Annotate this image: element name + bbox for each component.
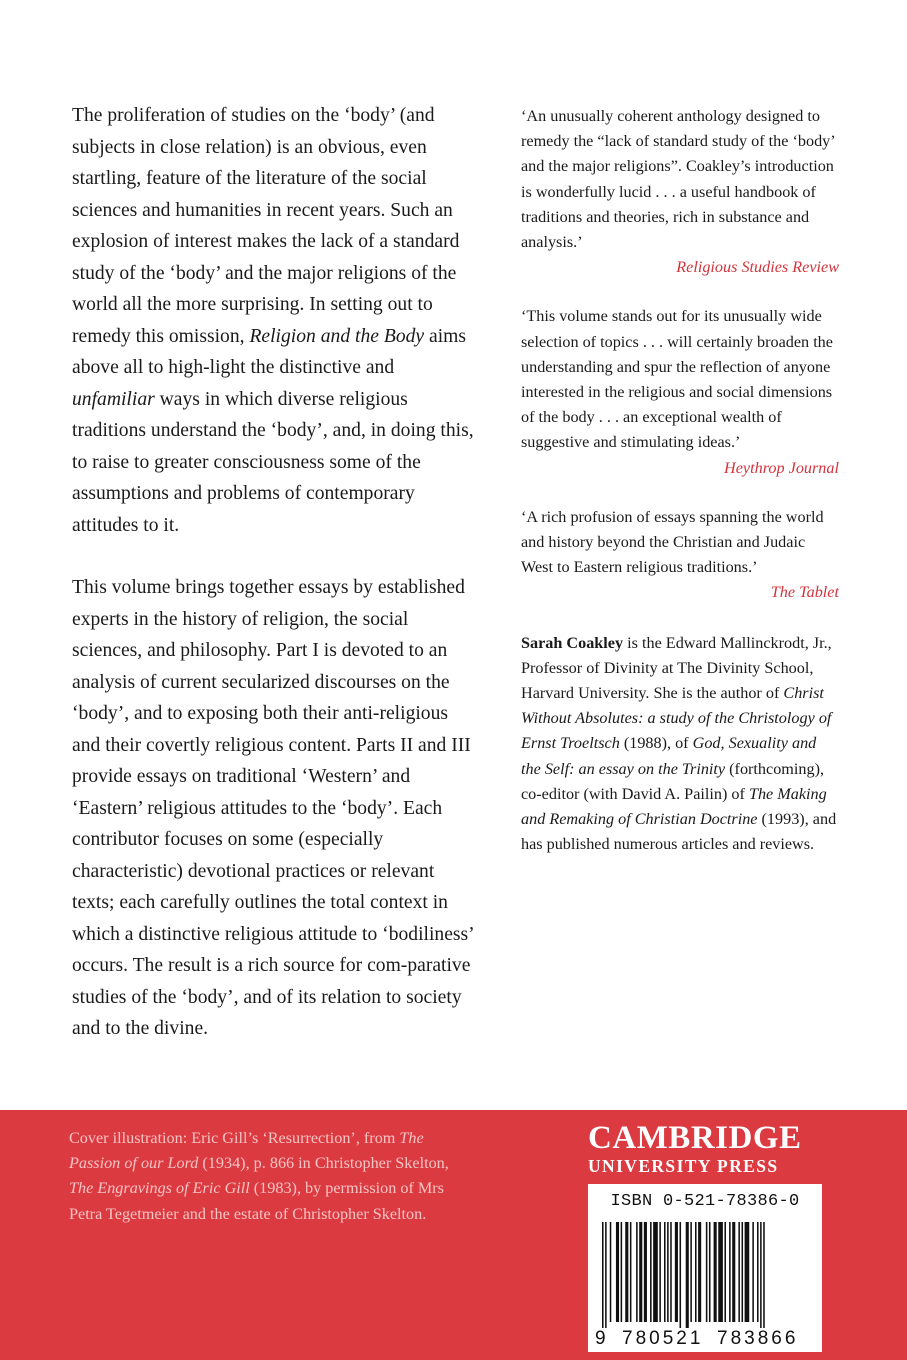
credit-text-run: (1983), by permission of Mrs Petra Tegetmeier and the estate of Christopher Skelton. (69, 1179, 444, 1223)
barcode-bar (625, 1222, 628, 1322)
barcode-bar (752, 1222, 754, 1322)
barcode-bar (636, 1222, 638, 1322)
barcode-bar (757, 1222, 759, 1322)
barcode-box (588, 1184, 822, 1352)
barcode-bar (732, 1222, 735, 1322)
review-quote (521, 104, 839, 280)
barcode-bar (675, 1222, 678, 1322)
barcode-bar (738, 1222, 740, 1322)
author-bio-text (521, 631, 839, 858)
publisher-name: CAMBRIDGE (588, 1120, 802, 1156)
barcode-bar (714, 1222, 717, 1322)
barcode-bar (763, 1222, 765, 1330)
barcode-bar (760, 1222, 762, 1330)
book-title-italic: Religion and the Body (249, 325, 425, 347)
author-name: Sarah Coakley (521, 633, 624, 652)
barcode-bar (621, 1222, 623, 1322)
barcode-bar (605, 1222, 607, 1330)
barcode-bar (639, 1222, 642, 1322)
bio-text-run: (1993), and has published numerous articles and reviews. (521, 810, 837, 854)
barcode-bar (644, 1222, 647, 1322)
review-text: ‘A rich profusion of essays spanning the world and history beyond the Christian and Judaic West to Eastern religious traditions.’ (521, 507, 824, 577)
barcode-bar (602, 1222, 604, 1330)
barcode-bar (742, 1222, 744, 1322)
barcode-bar (690, 1222, 692, 1322)
barcode-bar (610, 1222, 612, 1322)
isbn-number: ISBN 0-521-78386-0 (610, 1192, 800, 1211)
bottom-red-band (0, 1110, 907, 1360)
unfamiliar-italic: unfamiliar (72, 388, 155, 410)
review-quote (521, 505, 839, 606)
barcode-bar (724, 1222, 726, 1322)
bio-book-title: Christ Without Absolutes: a study of the Christology of Ernst Troeltsch (521, 684, 832, 753)
description-column (72, 100, 476, 1045)
bio-text-run: is the Edward Mallinckrodt, Jr., Professor of Divinity at The Divinity School, Harvard University. She is the author of (521, 633, 832, 703)
credit-title: The Passion of our Lord (69, 1129, 424, 1173)
publisher-logo (588, 1120, 828, 1175)
barcode-bar (667, 1222, 669, 1322)
barcode-bar (680, 1222, 682, 1330)
bio-text-run: (forthcoming), co-editor (with David A. Pailin) of (521, 759, 825, 803)
bio-text-run: (1988), of (619, 734, 693, 753)
barcode-graphic (602, 1222, 808, 1330)
barcode-bar (630, 1222, 632, 1322)
barcode-bar (745, 1222, 750, 1322)
para1-text-run: aims above all to high-light the distinctive and (72, 325, 467, 378)
barcode-bar (729, 1222, 731, 1322)
barcode-bar (718, 1222, 723, 1322)
review-quote (521, 304, 839, 480)
description-paragraph-2: This volume brings together essays by established experts in the history of religion, the social sciences, and philosophy. Part I is devoted to an analysis of current secularized discourses on the ‘body’, and to exposing both their anti-religious and their covertly religious content. Parts II and III provide essays on traditional ‘Western’ and ‘Eastern’ religious attitudes to the ‘body’. Each contributor focuses on some (especially characteristic) devotional practices or relevant texts; each carefully outlines the total context in which a distinctive religious attitude to ‘bodiliness’ occurs. The result is a rich source for com-parative studies of the ‘body’, and of its relation to society and to the divine. (72, 577, 474, 1039)
barcode-bar (659, 1222, 661, 1322)
barcode-bar (695, 1222, 697, 1322)
cover-credit (69, 1126, 474, 1227)
barcode-digits-right: 783866 (717, 1328, 799, 1349)
barcode-bar (650, 1222, 652, 1322)
barcode-digits-left: 780521 (622, 1328, 704, 1349)
credit-text-run: (1934), p. 866 in Christopher Skelton, (198, 1154, 449, 1173)
para1-text-run: The proliferation of studies on the ‘body’ (and subjects in close relation) is an obvious, even startling, feature of the literature of the social sciences and humanities in recent years. Such an explosion of interest makes the lack of a standard study of the ‘body’ and the major religions of the world all the more surprising. In setting out to remedy this omission, (72, 105, 460, 347)
reviews-column (521, 104, 839, 857)
description-paragraph-1 (72, 100, 476, 541)
review-text: ‘This volume stands out for its unusually wide selection of topics . . . will certainly broaden the understanding and spur the reflection of anyone interested in the religious and social dimensions of the body . . . an exceptional wealth of suggestive and stimulating ideas.’ (521, 307, 833, 452)
publisher-subtitle: UNIVERSITY PRESS (588, 1156, 779, 1176)
credit-text-run: Cover illustration: Eric Gill’s ‘Resurrection’, from (69, 1129, 400, 1147)
barcode-bar (709, 1222, 711, 1322)
review-source: Heythrop Journal (724, 458, 839, 477)
barcode-bar (664, 1222, 666, 1322)
para1-text-run: ways in which diverse religious traditions understand the ‘body’, and, in doing this, to raise to greater consciousness some of the assumptions and problems of contemporary attitudes to it. (72, 388, 474, 536)
barcode-bar (698, 1222, 701, 1322)
barcode-bar (653, 1222, 658, 1322)
review-source: The Tablet (770, 583, 839, 602)
credit-title: The Engravings of Eric Gill (69, 1179, 250, 1198)
review-source: Religious Studies Review (676, 258, 839, 277)
author-bio (521, 631, 839, 858)
barcode-bar (670, 1222, 672, 1322)
bio-book-title: The Making and Remaking of Christian Doctrine (521, 784, 827, 829)
barcode-bar (706, 1222, 708, 1322)
barcode-bar (686, 1222, 689, 1330)
barcode-bar (616, 1222, 619, 1322)
review-text: ‘An unusually coherent anthology designed to remedy the “lack of standard study of the ‘body’ and the major religions”. Coakley’s introduction is wonderfully lucid . . . a useful handbook of traditions and theories, rich in substance and analysis.’ (521, 107, 835, 252)
barcode-digit-first: 9 (595, 1328, 606, 1349)
bio-book-title: God, Sexuality and the Self: an essay on the Trinity (521, 734, 817, 778)
